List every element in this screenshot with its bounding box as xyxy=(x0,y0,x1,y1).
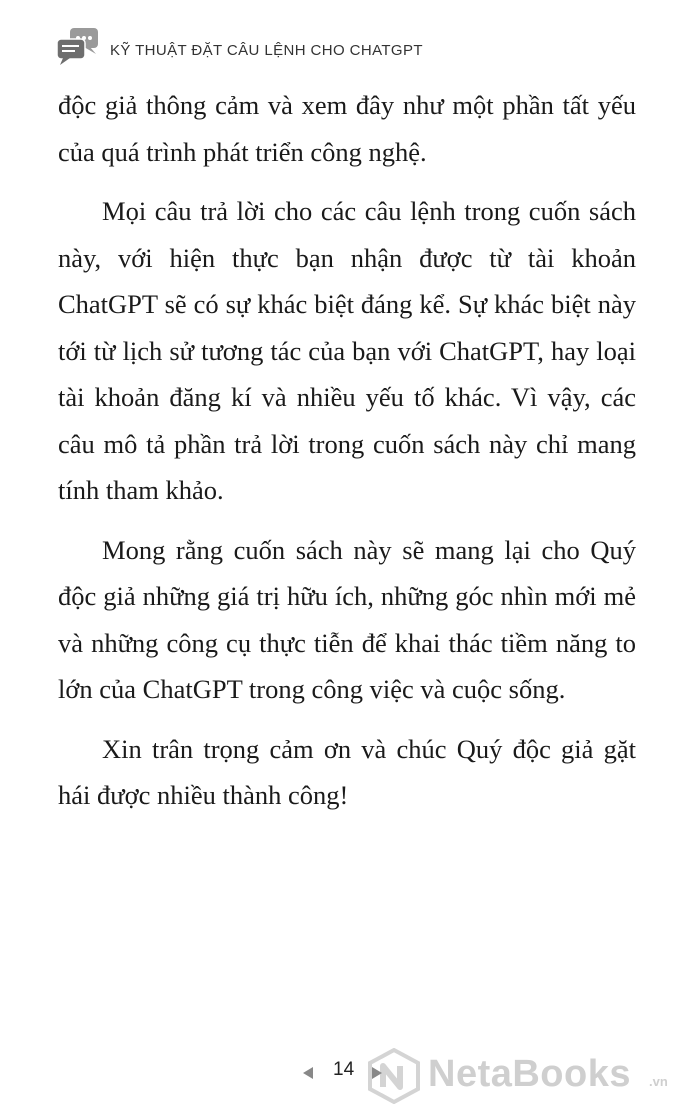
watermark-suffix: .vn xyxy=(649,1074,668,1089)
page-body xyxy=(58,82,636,832)
running-header xyxy=(56,22,656,66)
paragraph-1: độc giả thông cảm và xem đây như một phần tất yếu của quá trình phát triển công nghệ. xyxy=(58,90,636,167)
paragraph-2: Mọi câu trả lời cho các câu lệnh trong cuốn sách này, với hiện thực bạn nhận được từ tài khoản ChatGPT sẽ có sự khác biệt đáng kể. Sự khác biệt này tới từ lịch sử tương tác của bạn với ChatGPT, hay loại tài khoản đăng kí và nhiều yếu tố khác. Vì vậy, các câu mô tả phần trả lời trong cuốn sách này chỉ mang tính tham khảo. xyxy=(58,196,636,505)
watermark-text: NetaBooks xyxy=(428,1053,631,1095)
triangle-left-icon xyxy=(303,1067,313,1079)
paragraph-3: Mong rằng cuốn sách này sẽ mang lại cho Quý độc giả những giá trị hữu ích, những góc nhìn mới mẻ và những công cụ thực tiễn để khai thác tiềm năng to lớn của ChatGPT trong công việc và cuộc sống. xyxy=(58,534,636,704)
paragraph-4: Xin trân trọng cảm ơn và chúc Quý độc giả gặt hái được nhiều thành công! xyxy=(58,733,636,810)
triangle-right-icon xyxy=(372,1067,382,1079)
chat-bubbles-icon xyxy=(56,26,100,66)
page-footer xyxy=(0,1050,700,1100)
page-number: 14 xyxy=(333,1059,355,1080)
header-title: KỸ THUẬT ĐẶT CÂU LỆNH CHO CHATGPT xyxy=(110,42,423,59)
